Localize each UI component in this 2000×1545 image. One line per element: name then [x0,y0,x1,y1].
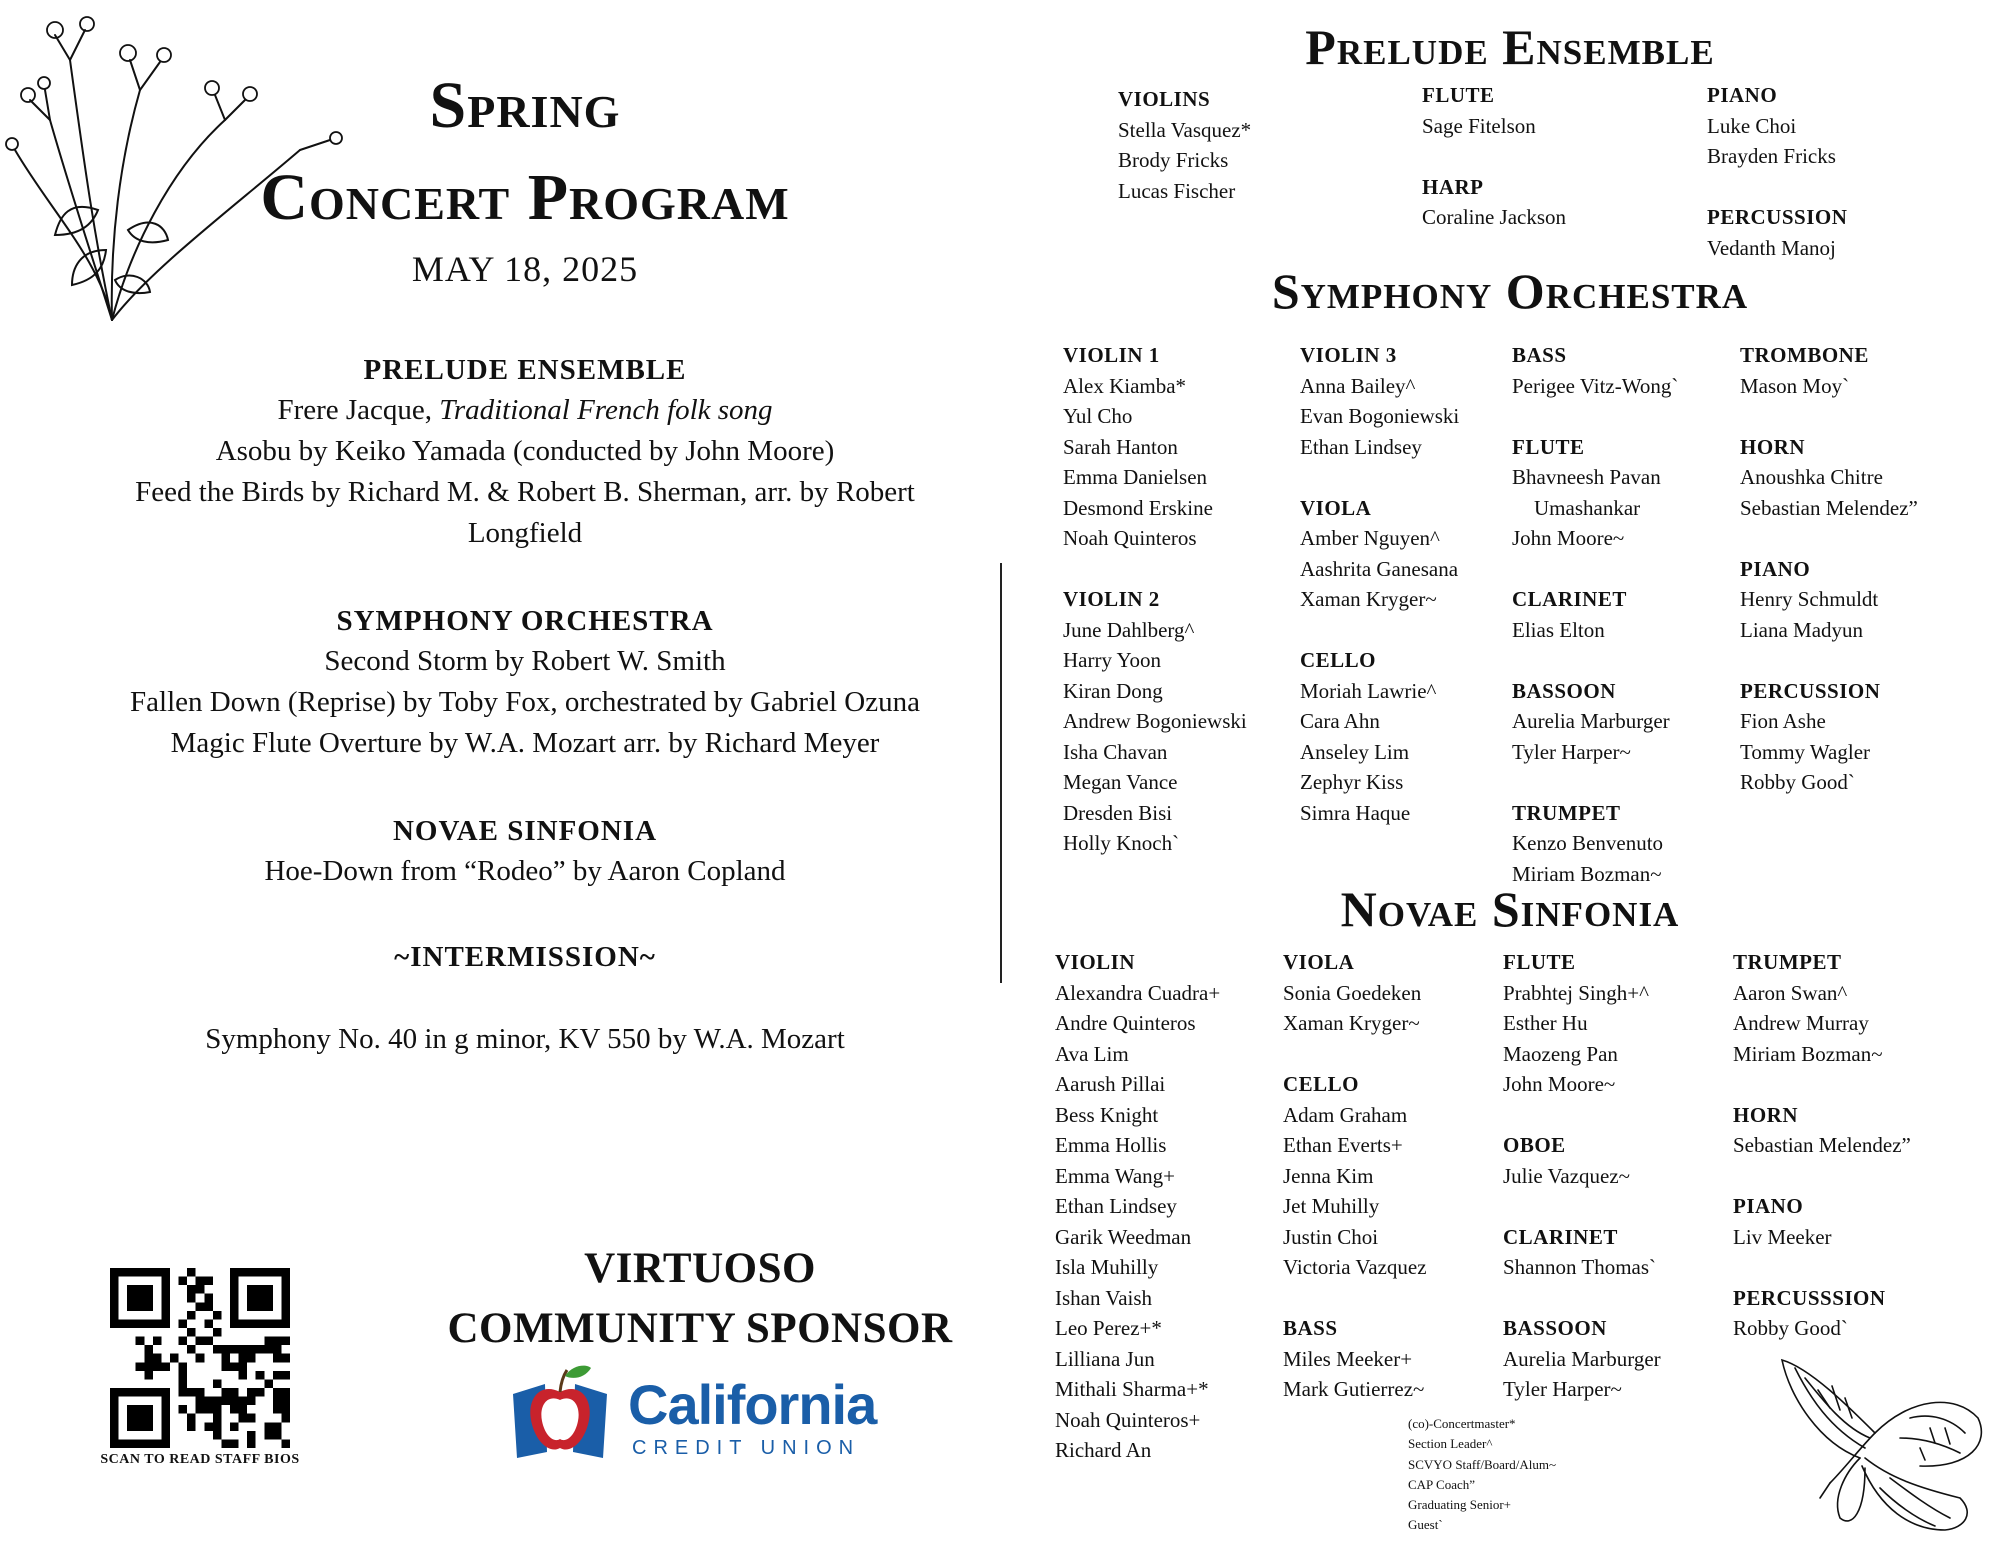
section-heading: PERCUSSSION [1733,1285,1886,1310]
member-name: Liv Meeker [1733,1224,1832,1249]
member-name: Bhavneesh Pavan [1512,465,1661,489]
member-name: Simra Haque [1300,800,1411,825]
member-name: Vedanth Manoj [1707,235,1836,260]
section-heading: FLUTE [1422,83,1495,107]
program-line: Feed the Birds by Richard M. & Robert B. Sherman, arr. by Robert [135,476,915,508]
member-name: Holly Knoch` [1063,831,1180,855]
member-name: Brody Fricks [1118,148,1229,172]
member-name: Jet Muhilly [1283,1194,1380,1218]
member-name: Sebastian Melendez” [1740,495,1918,520]
legend-entry: SCVYO Staff/Board/Alum~ [1408,1456,1556,1472]
section-heading: PIANO [1740,556,1811,581]
section-heading: HORN [1733,1102,1798,1127]
member-name: Xaman Kryger~ [1283,1011,1420,1035]
member-name: John Moore~ [1503,1072,1616,1096]
symphony-roster-title: Symphony Orchestra [1271,263,1749,319]
member-name: Maozeng Pan [1503,1041,1618,1066]
legend-entry: CAP Coach” [1408,1476,1476,1492]
section-heading: VIOLIN 2 [1063,587,1160,611]
member-name: Robby Good` [1733,1316,1848,1340]
member-name: Kiran Dong [1063,678,1163,703]
member-name: Jenna Kim [1283,1163,1374,1188]
member-name: Ethan Lindsey [1300,434,1422,459]
member-name: Xaman Kryger~ [1300,587,1437,611]
member-name: Emma Hollis [1055,1133,1167,1157]
member-name: Luke Choi [1707,113,1797,138]
program-closing: Symphony No. 40 in g minor, KV 550 by W.A. Mozart [205,1023,845,1055]
section-heading: VIOLA [1300,495,1372,520]
member-name: Elias Elton [1512,617,1605,642]
member-name: June Dahlberg^ [1063,617,1195,642]
roster-column [1707,80,1847,263]
section-heading: PIANO [1707,83,1778,107]
roster-column [1733,947,1911,1344]
member-name: John Moore~ [1512,526,1625,550]
section-heading: PIANO [1733,1194,1804,1218]
legend-entry: Graduating Senior+ [1408,1497,1512,1513]
page-title-line-2: Concert Program [260,161,790,234]
section-heading: BASS [1283,1316,1338,1340]
roster-column [1503,947,1661,1405]
roster-column [1055,947,1220,1466]
member-name: Noah Quinteros [1063,526,1197,550]
intermission-label: ~INTERMISSION~ [394,941,656,973]
member-name: Megan Vance [1063,770,1178,794]
member-name: Shannon Thomas` [1503,1255,1657,1279]
program-heading: PRELUDE ENSEMBLE [363,354,687,386]
program-line: Asobu by Keiko Yamada (conducted by John Moore) [215,435,835,467]
member-name: Noah Quinteros+ [1055,1407,1201,1432]
symbol-legend [1408,1414,1556,1536]
member-name: Alex Kiamba* [1063,373,1187,398]
roster-column [1283,947,1427,1405]
member-name: Emma Danielsen [1063,465,1208,489]
member-name: Anna Bailey^ [1300,373,1416,398]
member-name: Robby Good` [1740,770,1855,794]
member-name: Aurelia Marburger [1512,709,1670,733]
member-name: Miles Meeker+ [1283,1346,1413,1371]
section-heading: CELLO [1283,1072,1360,1096]
panel-divider [1000,563,1002,983]
member-name: Moriah Lawrie^ [1300,678,1437,703]
program-line: Second Storm by Robert W. Smith [324,645,726,677]
program-line: Fallen Down (Reprise) by Toby Fox, orchestrated by Gabriel Ozuna [130,686,920,718]
program-line: Frere Jacque, Traditional French folk song [277,394,773,426]
legend-entry: Section Leader^ [1408,1436,1493,1452]
section-heading: OBOE [1503,1133,1566,1157]
member-name: Adam Graham [1283,1102,1408,1127]
apple-book-logo-icon [505,1354,615,1464]
program-line: Hoe-Down from “Rodeo” by Aaron Copland [264,855,786,887]
section-heading: CLARINET [1503,1224,1618,1249]
member-name: Henry Schmuldt [1740,587,1879,611]
roster-column [1063,340,1247,859]
member-name: Sebastian Melendez” [1733,1133,1911,1157]
member-name: Lucas Fischer [1118,178,1236,203]
member-name: Andrew Murray [1733,1011,1869,1035]
member-name: Sage Fitelson [1422,113,1536,138]
program-line: Longfield [467,517,583,549]
member-name: Aashrita Ganesana [1300,556,1459,581]
member-name: Richard An [1055,1438,1152,1462]
program-symphony [70,601,980,764]
member-name: Mason Moy` [1740,373,1850,398]
member-name: Coraline Jackson [1422,205,1567,229]
member-name: Aurelia Marburger [1503,1346,1661,1371]
member-name: Bess Knight [1055,1102,1159,1127]
program-novae [70,811,980,892]
program-prelude [70,350,980,554]
member-name: Tyler Harper~ [1503,1377,1622,1401]
qr-caption: SCAN TO READ STAFF BIOS [100,1452,300,1467]
member-name: Ethan Lindsey [1055,1194,1177,1218]
member-name: Stella Vasquez* [1118,117,1252,142]
member-name: Desmond Erskine [1063,495,1213,520]
section-heading: HARP [1422,174,1484,199]
member-name: Anoushka Chitre [1740,465,1883,489]
concert-date: MAY 18, 2025 [411,249,639,289]
member-name: Lilliana Jun [1055,1346,1155,1371]
member-name: Kenzo Benvenuto [1512,831,1664,855]
member-name: Miriam Bozman~ [1733,1041,1883,1066]
member-name: Evan Bogoniewski [1300,404,1460,428]
section-heading: BASSOON [1503,1316,1607,1340]
section-heading: PERCUSSION [1740,678,1881,703]
member-name: Sonia Goedeken [1283,980,1422,1005]
section-heading: BASSOON [1512,678,1616,703]
roster-column [1422,80,1566,233]
sponsor-tier: VIRTUOSO [584,1245,816,1292]
section-heading: CLARINET [1512,587,1627,611]
member-name: Emma Wang+ [1055,1163,1175,1188]
roster-column [1118,84,1251,206]
prelude-roster-title: Prelude Ensemble [1305,19,1715,75]
member-name: Leo Perez+* [1055,1316,1162,1340]
novae-roster-title: Novae Sinfonia [1340,881,1680,937]
section-heading: VIOLIN 3 [1300,343,1397,367]
page-title-line-1: Spring [429,69,621,142]
member-name: Ishan Vaish [1055,1285,1153,1310]
member-name: Prabhtej Singh+^ [1503,980,1649,1005]
member-name: Fion Ashe [1740,709,1826,733]
program-heading: SYMPHONY ORCHESTRA [336,605,714,637]
member-name: Andre Quinteros [1055,1011,1196,1035]
roster-column [1740,340,1918,798]
member-name: Yul Cho [1063,404,1133,428]
section-heading: VIOLINS [1118,87,1211,111]
member-name: Justin Choi [1283,1224,1379,1249]
member-name: Esther Hu [1503,1011,1588,1035]
program-line: Magic Flute Overture by W.A. Mozart arr. by Richard Meyer [170,727,880,759]
member-name: Tommy Wagler [1740,739,1871,764]
section-heading: PERCUSSION [1707,205,1848,229]
member-name: Ethan Everts+ [1283,1133,1403,1157]
legend-entry: (co)-Concertmaster* [1408,1416,1516,1431]
member-name: Zephyr Kiss [1300,770,1404,794]
section-heading: TROMBONE [1740,343,1869,367]
member-name: Victoria Vazquez [1283,1255,1427,1279]
member-name: Aarush Pillai [1055,1072,1166,1096]
sponsor-logo-subtitle: CREDIT UNION [632,1437,861,1459]
section-heading: TRUMPET [1733,950,1842,974]
member-name: Harry Yoon [1063,648,1162,672]
member-name: Aaron Swan^ [1733,980,1848,1005]
roster-column [1512,340,1678,889]
member-name: Mark Gutierrez~ [1283,1377,1425,1401]
section-heading: VIOLIN 1 [1063,343,1160,367]
member-name: Isla Muhilly [1055,1255,1159,1279]
member-name: Brayden Fricks [1707,144,1836,168]
member-name: Amber Nguyen^ [1300,526,1440,550]
sponsor-label: COMMUNITY SPONSOR [447,1305,953,1352]
member-name: Miriam Bozman~ [1512,861,1662,886]
section-heading: FLUTE [1503,950,1576,974]
member-name: Sarah Hanton [1063,434,1178,459]
butterfly-sketch-icon [1770,1348,1995,1538]
section-heading: VIOLIN [1055,950,1136,974]
section-heading: TRUMPET [1512,800,1621,825]
section-heading: BASS [1512,343,1567,367]
qr-code[interactable] [110,1268,290,1448]
section-heading: HORN [1740,434,1805,459]
section-heading: FLUTE [1512,434,1585,459]
member-name: Perigee Vitz-Wong` [1512,373,1679,398]
member-name: Tyler Harper~ [1512,739,1631,764]
member-name: Garik Weedman [1055,1224,1192,1249]
member-name: Isha Chavan [1063,739,1168,764]
member-name: Julie Vazquez~ [1503,1163,1631,1188]
sponsor-logo-name: California [628,1373,877,1436]
member-name: Alexandra Cuadra+ [1055,980,1221,1005]
section-heading: VIOLA [1283,950,1355,974]
member-name: Andrew Bogoniewski [1063,709,1247,733]
section-heading: CELLO [1300,648,1377,672]
member-name: Anseley Lim [1300,739,1410,764]
legend-entry: Guest` [1408,1517,1443,1533]
member-name: Umashankar [1534,495,1641,520]
member-name: Mithali Sharma+* [1055,1377,1209,1401]
roster-column [1300,340,1459,828]
member-name: Ava Lim [1055,1041,1129,1066]
member-name: Cara Ahn [1300,709,1380,733]
program-heading: NOVAE SINFONIA [392,815,658,847]
member-name: Dresden Bisi [1063,800,1173,825]
member-name: Liana Madyun [1740,617,1864,642]
